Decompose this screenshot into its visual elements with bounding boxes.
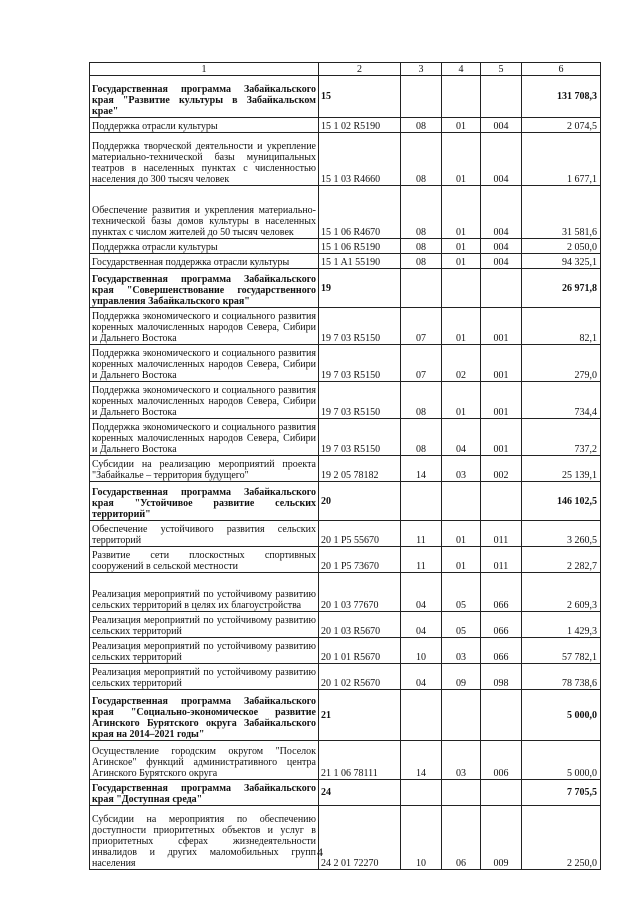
table-row <box>90 382 601 419</box>
table-row <box>90 118 601 133</box>
row-code-type-cell: 001 <box>481 382 522 419</box>
row-name-cell: Государственная программа Забайкальского края "Доступная среда" <box>90 780 319 806</box>
row-name-cell: Реализация мероприятий по устойчивому развитию сельских территорий в целях их благоустройства <box>90 573 319 612</box>
row-code-cell: 20 1 02 R5670 <box>319 664 401 690</box>
row-subsection-cell: 01 <box>442 239 481 254</box>
row-name-cell: Осуществление городским округом "Поселок Агинское" функций административного центра Агинского Бурятского округа <box>90 741 319 780</box>
row-section-cell <box>401 76 442 118</box>
row-name-cell: Развитие сети плоскостных спортивных сооружений в сельской местности <box>90 547 319 573</box>
row-code-cell: 20 1 P5 73670 <box>319 547 401 573</box>
column-header-4: 4 <box>442 63 481 76</box>
row-subsection-cell: 01 <box>442 382 481 419</box>
program-row <box>90 482 601 521</box>
row-sum-cell: 2 050,0 <box>522 239 601 254</box>
row-name-cell: Поддержка экономического и социального развития коренных малочисленных народов Севера, Сибири и Дальнего Востока <box>90 345 319 382</box>
row-code-cell: 15 1 02 R5190 <box>319 118 401 133</box>
row-section-cell: 08 <box>401 118 442 133</box>
row-sum-cell: 7 705,5 <box>522 780 601 806</box>
column-header-1: 1 <box>90 63 319 76</box>
row-subsection-cell: 05 <box>442 573 481 612</box>
table-row <box>90 664 601 690</box>
row-name-cell: Государственная программа Забайкальского края "Социально-экономическое развитие Агинского Бурятского округа Забайкальского края на 2014–2021 годы" <box>90 690 319 741</box>
row-section-cell: 07 <box>401 308 442 345</box>
row-code-cell: 20 1 P5 55670 <box>319 521 401 547</box>
table-row <box>90 638 601 664</box>
column-header-3: 3 <box>401 63 442 76</box>
row-name-cell: Государственная программа Забайкальского края "Развитие культуры в Забайкальском крае" <box>90 76 319 118</box>
row-subsection-cell <box>442 76 481 118</box>
table-row <box>90 547 601 573</box>
row-code-cell: 20 <box>319 482 401 521</box>
row-section-cell: 04 <box>401 664 442 690</box>
table-row <box>90 133 601 186</box>
table-row <box>90 419 601 456</box>
row-code-type-cell: 001 <box>481 419 522 456</box>
row-code-type-cell: 011 <box>481 547 522 573</box>
row-section-cell: 08 <box>401 239 442 254</box>
row-subsection-cell: 01 <box>442 118 481 133</box>
row-code-cell: 15 1 06 R5190 <box>319 239 401 254</box>
row-code-type-cell: 004 <box>481 186 522 239</box>
row-code-type-cell: 009 <box>481 806 522 870</box>
row-sum-cell: 3 260,5 <box>522 521 601 547</box>
row-sum-cell: 2 074,5 <box>522 118 601 133</box>
row-subsection-cell <box>442 482 481 521</box>
table-row <box>90 741 601 780</box>
row-section-cell: 08 <box>401 254 442 269</box>
row-code-cell: 19 <box>319 269 401 308</box>
row-code-cell: 19 7 03 R5150 <box>319 419 401 456</box>
table-row <box>90 521 601 547</box>
row-sum-cell: 57 782,1 <box>522 638 601 664</box>
program-row <box>90 780 601 806</box>
row-name-cell: Поддержка экономического и социального развития коренных малочисленных народов Севера, Сибири и Дальнего Востока <box>90 308 319 345</box>
program-row <box>90 76 601 118</box>
row-code-type-cell: 004 <box>481 254 522 269</box>
row-section-cell: 08 <box>401 186 442 239</box>
row-sum-cell: 737,2 <box>522 419 601 456</box>
row-subsection-cell <box>442 269 481 308</box>
row-section-cell: 04 <box>401 573 442 612</box>
row-sum-cell: 31 581,6 <box>522 186 601 239</box>
row-name-cell: Реализация мероприятий по устойчивому развитию сельских территорий <box>90 638 319 664</box>
row-code-type-cell: 004 <box>481 118 522 133</box>
row-code-cell: 24 <box>319 780 401 806</box>
budget-table <box>89 62 601 870</box>
row-sum-cell: 2 609,3 <box>522 573 601 612</box>
row-name-cell: Поддержка экономического и социального развития коренных малочисленных народов Севера, Сибири и Дальнего Востока <box>90 419 319 456</box>
row-code-type-cell: 002 <box>481 456 522 482</box>
row-subsection-cell: 01 <box>442 547 481 573</box>
row-section-cell <box>401 690 442 741</box>
row-subsection-cell: 03 <box>442 638 481 664</box>
row-code-type-cell <box>481 269 522 308</box>
row-name-cell: Субсидии на мероприятия по обеспечению доступности приоритетных объектов и услуг в приоритетных сферах жизнедеятельности инвалидов и других маломобильных групп населения <box>90 806 319 870</box>
row-sum-cell: 25 139,1 <box>522 456 601 482</box>
row-code-type-cell <box>481 690 522 741</box>
row-section-cell: 07 <box>401 345 442 382</box>
row-subsection-cell: 05 <box>442 612 481 638</box>
row-code-type-cell <box>481 780 522 806</box>
row-subsection-cell <box>442 690 481 741</box>
row-subsection-cell: 02 <box>442 345 481 382</box>
row-section-cell: 11 <box>401 547 442 573</box>
row-section-cell <box>401 482 442 521</box>
row-code-cell: 24 2 01 72270 <box>319 806 401 870</box>
row-name-cell: Поддержка экономического и социального развития коренных малочисленных народов Севера, Сибири и Дальнего Востока <box>90 382 319 419</box>
row-name-cell: Реализация мероприятий по устойчивому развитию сельских территорий <box>90 664 319 690</box>
row-sum-cell: 131 708,3 <box>522 76 601 118</box>
row-section-cell <box>401 269 442 308</box>
row-code-type-cell: 006 <box>481 741 522 780</box>
row-section-cell <box>401 780 442 806</box>
row-section-cell: 08 <box>401 133 442 186</box>
row-section-cell: 08 <box>401 382 442 419</box>
row-sum-cell: 94 325,1 <box>522 254 601 269</box>
header-row <box>90 63 601 76</box>
row-section-cell: 08 <box>401 419 442 456</box>
row-subsection-cell: 03 <box>442 741 481 780</box>
row-name-cell: Обеспечение развития и укрепления материально-технической базы домов культуры в населенных пунктах с числом жителей до 50 тысяч человек <box>90 186 319 239</box>
row-code-type-cell: 098 <box>481 664 522 690</box>
row-code-cell: 19 7 03 R5150 <box>319 308 401 345</box>
row-code-type-cell: 066 <box>481 612 522 638</box>
row-code-cell: 20 1 03 R5670 <box>319 612 401 638</box>
row-subsection-cell: 01 <box>442 308 481 345</box>
row-sum-cell: 5 000,0 <box>522 690 601 741</box>
table-row <box>90 573 601 612</box>
program-row <box>90 269 601 308</box>
row-name-cell: Обеспечение устойчивого развития сельских территорий <box>90 521 319 547</box>
row-sum-cell: 279,0 <box>522 345 601 382</box>
row-code-cell: 20 1 01 R5670 <box>319 638 401 664</box>
table-row <box>90 254 601 269</box>
row-code-cell: 15 1 A1 55190 <box>319 254 401 269</box>
table-row <box>90 456 601 482</box>
row-sum-cell: 146 102,5 <box>522 482 601 521</box>
row-section-cell: 04 <box>401 612 442 638</box>
row-name-cell: Государственная поддержка отрасли культуры <box>90 254 319 269</box>
row-code-type-cell: 066 <box>481 573 522 612</box>
table-row <box>90 345 601 382</box>
budget-table-body <box>90 63 601 870</box>
row-code-type-cell <box>481 482 522 521</box>
row-code-cell: 15 <box>319 76 401 118</box>
row-code-type-cell: 066 <box>481 638 522 664</box>
row-name-cell: Субсидии на реализацию мероприятий проекта "Забайкалье – территория будущего" <box>90 456 319 482</box>
row-name-cell: Поддержка творческой деятельности и укрепление материально-технической базы муниципальных театров в населенных пунктах с численностью населения до 300 тысяч человек <box>90 133 319 186</box>
row-section-cell: 14 <box>401 456 442 482</box>
row-code-cell: 15 1 03 R4660 <box>319 133 401 186</box>
row-code-type-cell: 004 <box>481 239 522 254</box>
row-subsection-cell: 01 <box>442 254 481 269</box>
row-sum-cell: 26 971,8 <box>522 269 601 308</box>
row-code-type-cell: 001 <box>481 345 522 382</box>
column-header-6: 6 <box>522 63 601 76</box>
row-sum-cell: 5 000,0 <box>522 741 601 780</box>
row-name-cell: Поддержка отрасли культуры <box>90 118 319 133</box>
page-number: 4 <box>317 845 323 859</box>
row-code-cell: 19 7 03 R5150 <box>319 382 401 419</box>
table-row <box>90 308 601 345</box>
row-subsection-cell: 03 <box>442 456 481 482</box>
row-sum-cell: 78 738,6 <box>522 664 601 690</box>
table-row <box>90 239 601 254</box>
column-header-5: 5 <box>481 63 522 76</box>
row-code-cell: 21 1 06 78111 <box>319 741 401 780</box>
row-code-type-cell: 004 <box>481 133 522 186</box>
row-code-cell: 15 1 06 R4670 <box>319 186 401 239</box>
row-sum-cell: 2 282,7 <box>522 547 601 573</box>
row-subsection-cell <box>442 780 481 806</box>
row-subsection-cell: 04 <box>442 419 481 456</box>
row-name-cell: Государственная программа Забайкальского края "Совершенствование государственного управления Забайкальского края" <box>90 269 319 308</box>
row-sum-cell: 734,4 <box>522 382 601 419</box>
row-code-cell: 20 1 03 77670 <box>319 573 401 612</box>
row-sum-cell: 2 250,0 <box>522 806 601 870</box>
row-subsection-cell: 06 <box>442 806 481 870</box>
table-row <box>90 612 601 638</box>
row-sum-cell: 1 429,3 <box>522 612 601 638</box>
row-section-cell: 11 <box>401 521 442 547</box>
row-code-cell: 21 <box>319 690 401 741</box>
program-row <box>90 690 601 741</box>
column-header-2: 2 <box>319 63 401 76</box>
row-name-cell: Реализация мероприятий по устойчивому развитию сельских территорий <box>90 612 319 638</box>
table-row <box>90 186 601 239</box>
row-subsection-cell: 01 <box>442 133 481 186</box>
row-subsection-cell: 01 <box>442 186 481 239</box>
row-sum-cell: 82,1 <box>522 308 601 345</box>
row-section-cell: 10 <box>401 638 442 664</box>
row-code-type-cell: 001 <box>481 308 522 345</box>
row-code-type-cell <box>481 76 522 118</box>
row-name-cell: Государственная программа Забайкальского края "Устойчивое развитие сельских территорий" <box>90 482 319 521</box>
row-code-cell: 19 2 05 78182 <box>319 456 401 482</box>
row-section-cell: 10 <box>401 806 442 870</box>
row-code-type-cell: 011 <box>481 521 522 547</box>
row-code-cell: 19 7 03 R5150 <box>319 345 401 382</box>
row-section-cell: 14 <box>401 741 442 780</box>
row-subsection-cell: 09 <box>442 664 481 690</box>
row-sum-cell: 1 677,1 <box>522 133 601 186</box>
row-subsection-cell: 01 <box>442 521 481 547</box>
row-name-cell: Поддержка отрасли культуры <box>90 239 319 254</box>
